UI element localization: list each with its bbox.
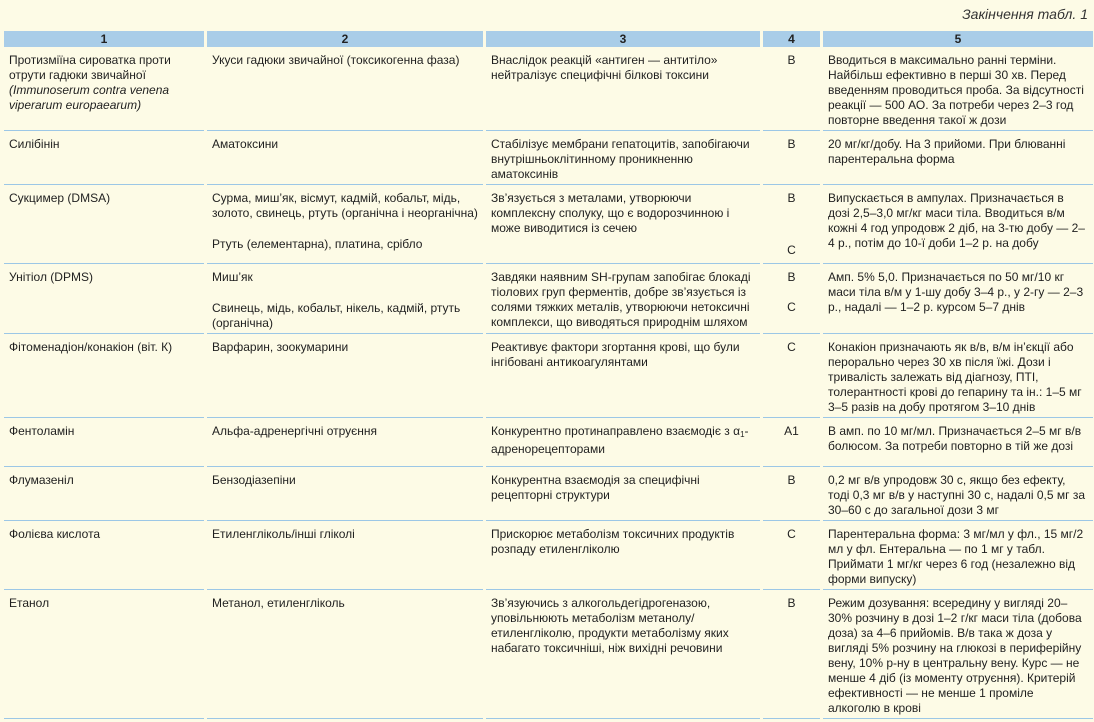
table-row — [4, 524, 1093, 590]
toxin-cell — [207, 188, 483, 264]
antidote-name-cell — [4, 50, 204, 131]
evidence-level-cell: C — [763, 337, 820, 418]
evidence-level-cell: B — [763, 50, 820, 131]
evidence-level-cell: B — [763, 593, 820, 719]
antidote-name-cell: Силібінін — [4, 134, 204, 185]
table-row — [4, 593, 1093, 719]
evidence-level-cell — [763, 267, 820, 334]
evidence-level-cell — [763, 188, 820, 264]
mechanism-cell: Внаслідок реакцій «антиген — антитіло» нейтралізує специфічні білкові токсини — [486, 50, 760, 131]
toxin-cell: Бензодіазепіни — [207, 470, 483, 521]
dosage-cell: Режим дозування: всередину у вигляді 20–30% розчину в дозі 1–2 г/кг маси тіла (добова доза) за 4–6 прийомів. В/в така ж доза у вигляді 5% розчину на глюкозі в периферійну вену, 10% р-ну в центральну вену. Курс — не менше 4 діб (із моменту отруєння). Критерій ефективності — не менше 1 проміле алкоголю в крові — [823, 593, 1093, 719]
toxin-group-1: Сурма, миш’як, вісмут, кадмій, кобальт, мідь, золото, свинець, ртуть (органічна і неорганічна) — [212, 191, 478, 220]
dosage-cell: 0,2 мг в/в упродовж 30 с, якщо без ефекту, тоді 0,3 мг в/в у наступні 30 с, надалі 0,5 мг за 30–60 с до загальної дози 3 мг — [823, 470, 1093, 521]
table-row — [4, 50, 1093, 131]
dosage-cell: Випускається в ампулах. Призначається в дозі 2,5–3,0 мг/кг маси тіла. Вводиться в/м кожні 4 год упродовж 2 діб, на 3-тю добу — 2–4 р., потім до 10-ї доби 1–2 р. на добу — [823, 188, 1093, 264]
table-row — [4, 134, 1093, 185]
table-row — [4, 337, 1093, 418]
column-header-1: 1 — [4, 31, 204, 47]
mechanism-cell: Конкурентно протинаправлено взаємодіє з $\alpha_1$-адренорецепторами — [486, 421, 760, 467]
dosage-cell: 20 мг/кг/добу. На 3 прийоми. При блюванні парентеральна форма — [823, 134, 1093, 185]
toxin-cell: Варфарин, зоокумарини — [207, 337, 483, 418]
antidote-name-cell: Сукцимер (DMSA) — [4, 188, 204, 264]
antidote-name-cell: Етанол — [4, 593, 204, 719]
column-header-4: 4 — [763, 31, 820, 47]
toxin-cell: Аматоксини — [207, 134, 483, 185]
table-row — [4, 267, 1093, 334]
table-row — [4, 188, 1093, 264]
table-row — [4, 421, 1093, 467]
mechanism-cell: Стабілізує мембрани гепатоцитів, запобігаючи внутрішньоклітинному проникненню аматоксинів — [486, 134, 760, 185]
toxin-cell: Укуси гадюки звичайної (токсикогенна фаза) — [207, 50, 483, 131]
header-row — [4, 31, 1093, 47]
evidence-level-1: B — [787, 270, 796, 284]
mechanism-cell: Прискорює метаболізм токсичних продуктів розпаду етиленгліколю — [486, 524, 760, 590]
antidote-name-cell: Флумазеніл — [4, 470, 204, 521]
dosage-cell: В амп. по 10 мг/мл. Призначається 2–5 мг в/в болюсом. За потреби повторно в тій же дозі — [823, 421, 1093, 467]
table-row — [4, 470, 1093, 521]
antidote-name-cell: Фентоламін — [4, 421, 204, 467]
antidote-name-cell: Унітіол (DPMS) — [4, 267, 204, 334]
column-header-3: 3 — [486, 31, 760, 47]
mechanism-cell: Завдяки наявним SH-групам запобігає блокаді тіолових груп ферментів, добре зв’язується із солями тяжких металів, утворюючи нетоксичні комплекси, що виводяться природнім шляхом — [486, 267, 760, 334]
dosage-cell: Вводиться в максимально ранні терміни. Найбільш ефективно в перші 30 хв. Перед введенням проводиться проба. За відсутності реакції — 500 АО. За потреби через 2–3 год повторне введення такої ж дози — [823, 50, 1093, 131]
column-header-2: 2 — [207, 31, 483, 47]
column-header-5: 5 — [823, 31, 1093, 47]
evidence-level-cell: C — [763, 524, 820, 590]
antidote-table — [1, 28, 1094, 722]
evidence-level-1: B — [787, 191, 796, 205]
evidence-level-cell: B — [763, 470, 820, 521]
table-caption: Закінчення табл. 1 — [962, 6, 1088, 22]
antidote-name-cell: Фолієва кислота — [4, 524, 204, 590]
toxin-cell: Альфа-адренергічні отруєння — [207, 421, 483, 467]
evidence-level-2: C — [787, 300, 796, 314]
toxin-cell: Метанол, етиленгліколь — [207, 593, 483, 719]
toxin-group-1: Миш’як — [212, 270, 253, 284]
mechanism-cell: Конкурентна взаємодія за специфічні рецепторні структури — [486, 470, 760, 521]
mechanism-cell: Реактивує фактори згортання крові, що були інгібовані антикоагулянтами — [486, 337, 760, 418]
alpha-subscript: 1 — [740, 430, 745, 439]
evidence-level-cell: B — [763, 134, 820, 185]
antidote-name-cell: Фітоменадіон/конакіон (віт. К) — [4, 337, 204, 418]
dosage-cell: Парентеральна форма: 3 мг/мл у фл., 15 мг/2 мл у фл. Ентеральна — по 1 мг у табл. Приймати 1 мг/кг через 6 год (незалежно від форми випуску) — [823, 524, 1093, 590]
toxin-cell — [207, 267, 483, 334]
toxin-group-2: Свинець, мідь, кобальт, нікель, кадмій, ртуть (органічна) — [212, 301, 461, 330]
evidence-level-cell: A1 — [763, 421, 820, 467]
antidote-name: Протизміїна сироватка проти отрути гадюки звичайної — [9, 53, 171, 82]
toxin-cell: Етиленгліколь/інші гліколі — [207, 524, 483, 590]
toxin-group-2: Ртуть (елементарна), платина, срібло — [212, 237, 423, 251]
evidence-level-2: C — [787, 243, 796, 257]
mechanism-cell: Зв’язується з металами, утворюючи комплексну сполуку, що є водорозчинною і може виводитися із сечею — [486, 188, 760, 264]
antidote-latin-name: (Immunoserum contra venena viperarum europaearum) — [9, 83, 170, 112]
dosage-cell: Амп. 5% 5,0. Призначається по 50 мг/10 кг маси тіла в/м у 1-шу добу 3–4 р., у 2-гу — 2–3 р., надалі — 1–2 р. курсом 5–7 днів — [823, 267, 1093, 334]
mechanism-cell: Зв’язуючись з алкогольдегідрогеназою, уповільнюють метаболізм метанолу/етиленгліколю, продукти метаболізму яких набагато токсичніші, ніж вихідні речовини — [486, 593, 760, 719]
dosage-cell: Конакіон призначають як в/в, в/м ін’єкції або перорально через 30 хв після їжі. Дози і тривалість залежать від діагнозу, ПТІ, толерантності крові до гепарину та ін.: 1–5 мг 3–5 разів на добу протягом 3–10 днів — [823, 337, 1093, 418]
